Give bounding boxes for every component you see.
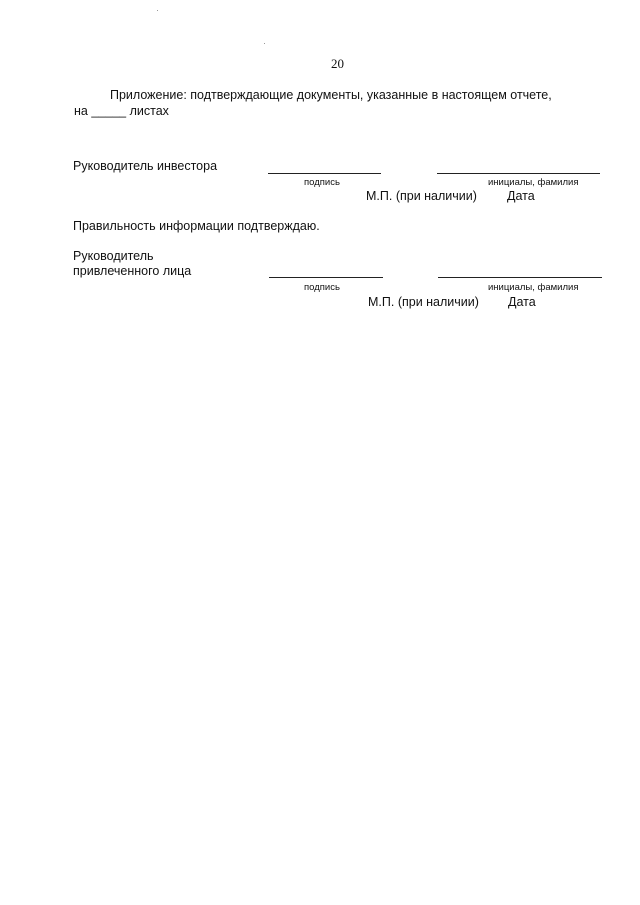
investor-signature-line[interactable]	[268, 173, 381, 174]
engaged-signature-line[interactable]	[269, 277, 383, 278]
attachment-count-line	[74, 104, 169, 118]
investor-name-caption: инициалы, фамилия	[488, 177, 579, 188]
investor-head-title: Руководитель инвестора	[73, 159, 218, 173]
engaged-stamp-label: М.П. (при наличии)	[368, 295, 479, 309]
attachment-prefix: на	[74, 104, 88, 118]
confirmation-text: Правильность информации подтверждаю.	[73, 219, 320, 233]
engaged-name-caption: инициалы, фамилия	[488, 282, 579, 293]
engaged-name-line[interactable]	[438, 277, 602, 278]
investor-signature-caption: подпись	[304, 177, 340, 188]
investor-date-label: Дата	[507, 189, 535, 203]
engaged-head-title-line1: Руководитель	[73, 249, 154, 263]
attachment-line: Приложение: подтверждающие документы, указанные в настоящем отчете,	[110, 88, 552, 102]
sheet-count-blank[interactable]: _____	[91, 104, 127, 118]
engaged-signature-caption: подпись	[304, 282, 340, 293]
attachment-suffix: листах	[129, 104, 169, 118]
engaged-date-label: Дата	[508, 295, 536, 309]
investor-stamp-label: М.П. (при наличии)	[366, 189, 477, 203]
scan-speck	[157, 10, 158, 11]
investor-name-line[interactable]	[437, 173, 600, 174]
page-number: 20	[331, 56, 344, 71]
scan-speck	[264, 43, 265, 44]
engaged-head-title-line2: привлеченного лица	[73, 264, 192, 278]
